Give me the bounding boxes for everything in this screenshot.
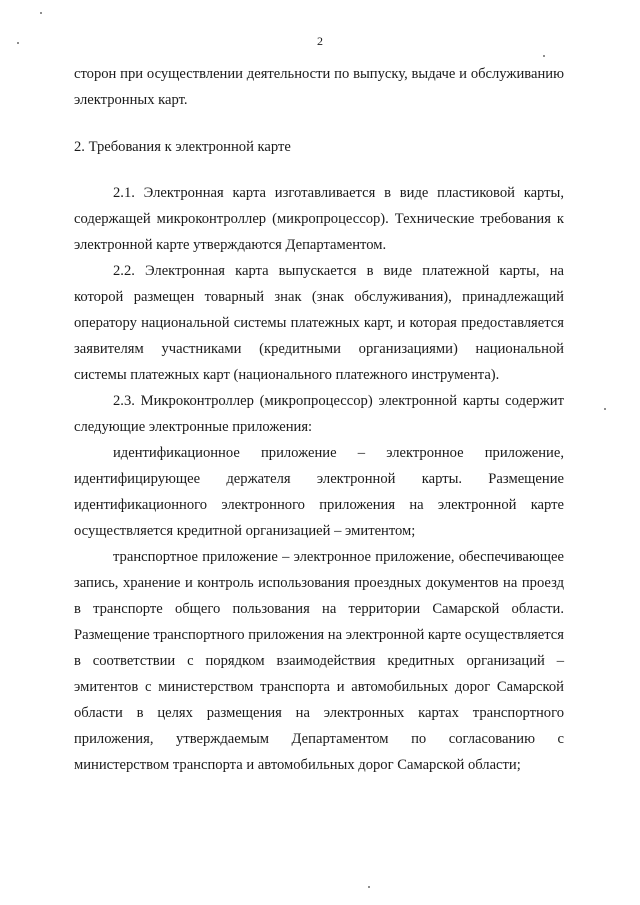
paragraph-2-3: 2.3. Микроконтроллер (микропроцессор) электронной карты содержит следующие электронные приложения: [74, 393, 564, 435]
document-body [74, 61, 564, 778]
scan-speck [40, 12, 42, 14]
paragraph-2-2: 2.2. Электронная карта выпускается в виде платежной карты, на которой размещен товарный знак (знак обслуживания), принадлежащий оператору национальной системы платежных карт, и которая предоставляется заявителям участниками (кредитными организациями) национальной системы платежных карт (национального платежного инструмента). [74, 263, 564, 383]
section-heading: 2. Требования к электронной карте [74, 139, 291, 155]
scan-speck [368, 886, 370, 888]
scan-speck [604, 408, 606, 410]
paragraph-2-1: 2.1. Электронная карта изготавливается в виде пластиковой карты, содержащей микроконтроллер (микропроцессор). Технические требования к электронной карте утверждаются Департаментом. [74, 185, 564, 253]
scan-speck [543, 55, 545, 57]
page-number: 2 [317, 34, 323, 48]
identification-app-paragraph: идентификационное приложение – электронное приложение, идентифицирующее держателя электронной карты. Размещение идентификационного электронного приложения на электронной карте осуществляется кредитной организацией – эмитентом; [74, 445, 564, 539]
scan-speck [17, 42, 19, 44]
continuation-paragraph: сторон при осуществлении деятельности по выпуску, выдаче и обслуживанию электронных карт. [74, 66, 564, 108]
transport-app-paragraph: транспортное приложение – электронное приложение, обеспечивающее запись, хранение и контроль использования проездных документов на проезд в транспорте общего пользования на территории Самарской области. Размещение транспортного приложения на электронной карте осуществляется в соответствии с порядком взаимодействия кредитных организаций – эмитентов с министерством транспорта и автомобильных дорог Самарской области в целях размещения на электронных картах транспортного приложения, утверждаемым Департаментом по согласованию с министерством транспорта и автомобильных дорог Самарской области; [74, 549, 564, 773]
